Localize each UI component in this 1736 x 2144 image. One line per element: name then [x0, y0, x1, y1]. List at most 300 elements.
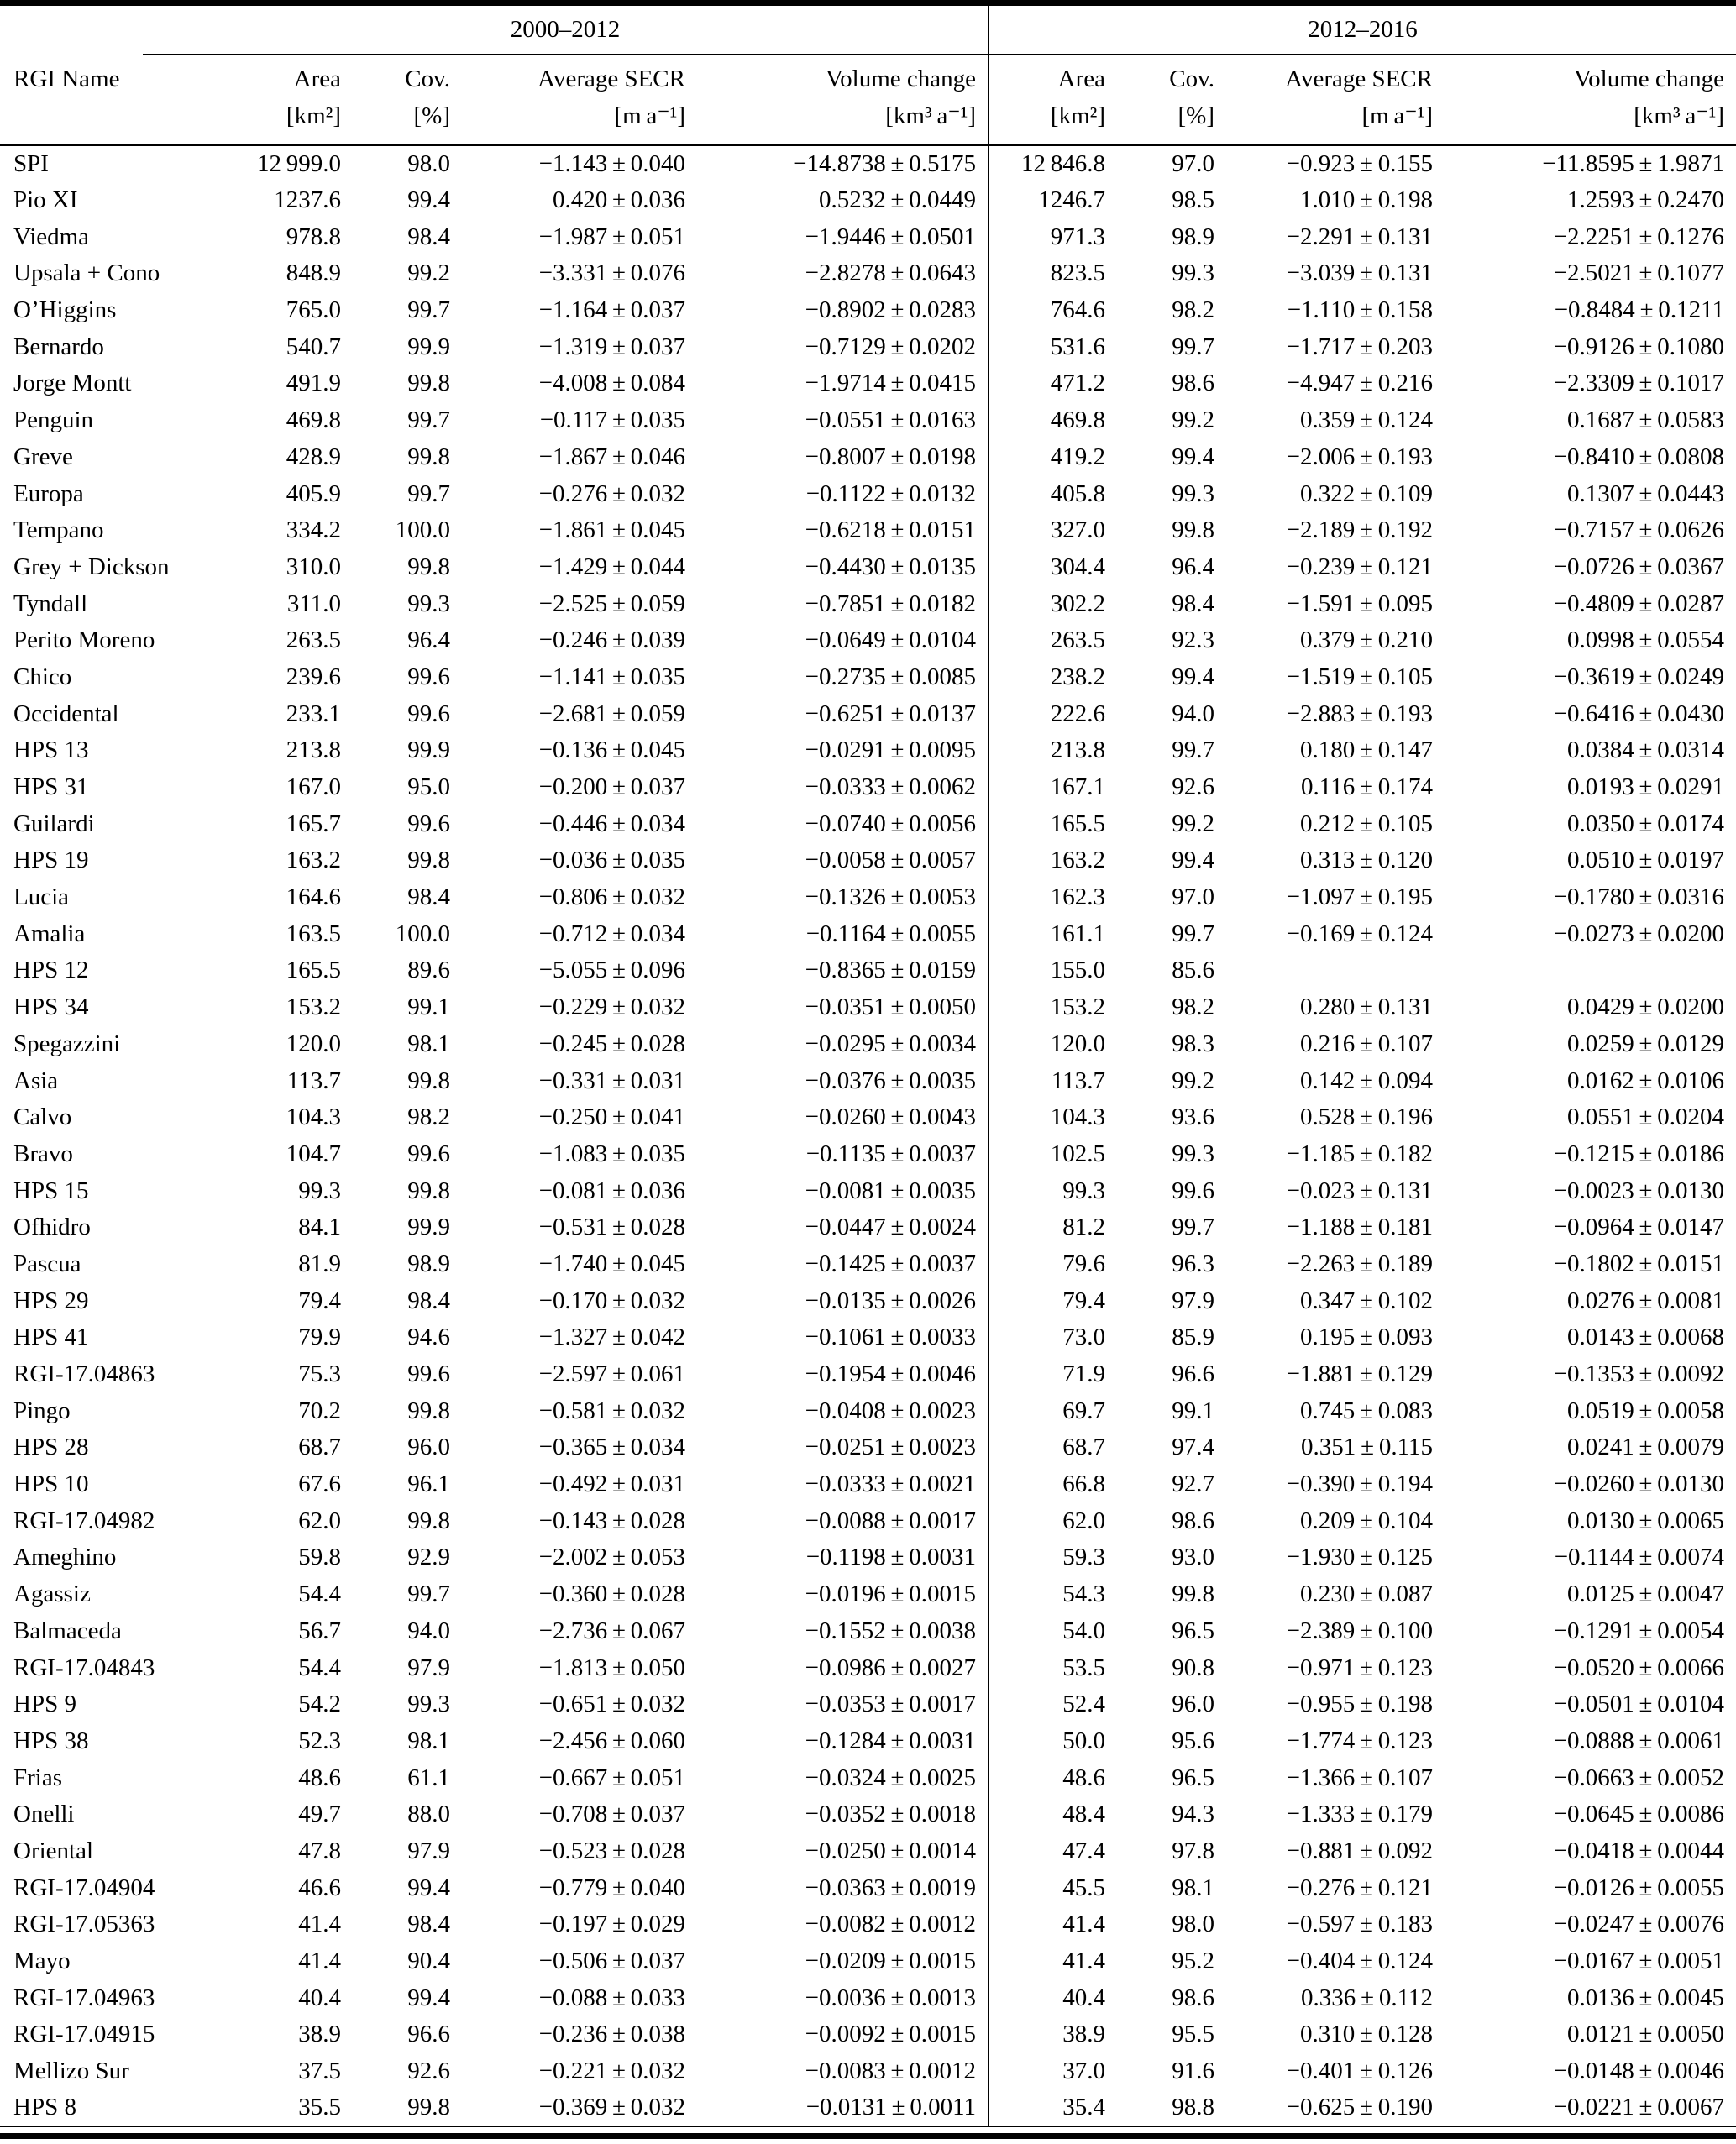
value-cell: −2.525 ± 0.059 [538, 590, 685, 617]
value-cell: −0.0250 ± 0.0014 [805, 1837, 976, 1864]
glacier-name-cell: HPS 13 [13, 737, 89, 764]
col-header-area-p1: Area [km²] [143, 55, 353, 145]
value-cell: −0.0196 ± 0.0015 [805, 1580, 976, 1608]
value-cell: 48.6 [989, 1759, 1117, 1796]
value-cell: 0.0276 ± 0.0081 [1566, 1287, 1724, 1314]
value-cell: 66.8 [989, 1466, 1117, 1503]
value-cell: 0.379 ± 0.210 [1299, 626, 1433, 654]
glacier-name-cell: Lucia [13, 883, 70, 911]
value-cell: 12 846.8 [989, 145, 1117, 182]
value-cell: −0.6251 ± 0.0137 [805, 700, 976, 727]
value-cell: 428.9 [286, 443, 341, 470]
value-cell: −0.9126 ± 0.1080 [1553, 333, 1724, 360]
glacier-name-cell: HPS 12 [13, 957, 89, 984]
table-row [0, 328, 1736, 365]
value-cell: 93.6 [1172, 1103, 1214, 1131]
value-cell: 96.0 [1172, 1691, 1214, 1718]
value-cell: 167.1 [989, 769, 1117, 806]
value-cell: 165.5 [989, 805, 1117, 842]
value-cell: −0.1122 ± 0.0132 [805, 480, 976, 507]
value-cell: −0.0352 ± 0.0018 [805, 1801, 976, 1828]
value-cell: −1.185 ± 0.182 [1286, 1140, 1433, 1167]
bottom-rule-cell [0, 2126, 1736, 2136]
value-cell: 213.8 [989, 732, 1117, 769]
value-cell: −0.0260 ± 0.0130 [1553, 1470, 1724, 1498]
table-row [0, 365, 1736, 402]
glacier-name-cell: Greve [13, 443, 73, 470]
table-row [0, 1466, 1736, 1503]
table-row [0, 1172, 1736, 1209]
value-cell: −0.143 ± 0.028 [538, 1507, 685, 1534]
value-cell: 99.3 [989, 1172, 1117, 1209]
value-cell: −1.143 ± 0.040 [538, 149, 685, 177]
value-cell: 98.9 [1172, 223, 1214, 250]
value-cell: 97.9 [1172, 1287, 1214, 1314]
value-cell: −1.9446 ± 0.0501 [805, 223, 976, 250]
value-cell: 99.7 [1172, 737, 1214, 764]
glacier-name-cell: SPI [13, 149, 49, 177]
value-cell: 38.9 [989, 2016, 1117, 2053]
value-cell: −2.2251 ± 0.1276 [1553, 223, 1724, 250]
table-footer-rules [0, 2126, 1736, 2136]
value-cell: 334.2 [286, 516, 341, 544]
value-cell: −0.531 ± 0.028 [538, 1214, 685, 1241]
value-cell: 155.0 [989, 952, 1117, 989]
value-cell: 88.0 [407, 1801, 450, 1828]
value-cell: −0.779 ± 0.040 [538, 1874, 685, 1901]
value-cell: 54.0 [989, 1613, 1117, 1650]
value-cell: 99.8 [407, 1397, 450, 1424]
table-row [0, 1833, 1736, 1870]
table-row [0, 549, 1736, 586]
value-cell: −3.039 ± 0.131 [1286, 259, 1433, 287]
value-cell: 0.142 ± 0.094 [1299, 1067, 1433, 1094]
value-cell: −0.1954 ± 0.0046 [805, 1360, 976, 1388]
value-cell: 68.7 [989, 1429, 1117, 1466]
col-header-volume-p2: Volume change [km³ a⁻¹] [1445, 55, 1736, 145]
value-cell: 99.3 [1172, 1140, 1214, 1167]
value-cell: −0.625 ± 0.190 [1286, 2094, 1433, 2121]
value-cell: −0.0418 ± 0.0044 [1553, 1837, 1724, 1864]
value-cell: 0.1687 ± 0.0583 [1566, 406, 1724, 434]
value-cell: −2.002 ± 0.053 [538, 1544, 685, 1571]
value-cell: −0.0324 ± 0.0025 [805, 1764, 976, 1791]
value-cell: 0.230 ± 0.087 [1299, 1580, 1433, 1608]
value-cell: −0.1198 ± 0.0031 [805, 1544, 976, 1571]
value-cell: 97.9 [407, 1654, 450, 1681]
value-cell: −0.8410 ± 0.0808 [1553, 443, 1724, 470]
value-cell: 96.3 [1172, 1250, 1214, 1277]
glacier-name-cell: Onelli [13, 1801, 75, 1828]
glacier-name-cell: Occidental [13, 700, 119, 727]
col-header-secr-p2: Average SECR [m a⁻¹] [1226, 55, 1445, 145]
value-cell: 54.4 [298, 1580, 341, 1608]
value-cell: 531.6 [989, 328, 1117, 365]
value-cell: 0.209 ± 0.104 [1299, 1507, 1433, 1534]
value-cell: −0.1144 ± 0.0074 [1554, 1544, 1724, 1571]
value-cell: 153.2 [989, 989, 1117, 1026]
value-cell: 59.3 [989, 1539, 1117, 1576]
value-cell: −0.0088 ± 0.0017 [805, 1507, 976, 1534]
table-row [0, 2053, 1736, 2090]
value-cell: −1.188 ± 0.181 [1286, 1214, 1433, 1241]
value-cell: 1237.6 [274, 186, 341, 214]
table-row [0, 989, 1736, 1026]
value-cell: 98.1 [407, 1727, 450, 1754]
value-cell: 98.1 [1172, 1874, 1214, 1901]
value-cell: −0.117 ± 0.035 [539, 406, 685, 434]
glacier-name-cell: Mellizo Sur [13, 2058, 129, 2085]
value-cell: −0.1284 ± 0.0031 [805, 1727, 976, 1754]
value-cell: 99.7 [1172, 1214, 1214, 1241]
value-cell: 62.0 [298, 1507, 341, 1534]
value-cell: −0.712 ± 0.034 [538, 920, 685, 947]
glacier-name-cell: Amalia [13, 920, 86, 947]
table-row [0, 292, 1736, 329]
value-cell: 98.4 [407, 223, 450, 250]
table-body [0, 145, 1736, 2126]
value-cell: 0.5232 ± 0.0449 [818, 186, 976, 214]
value-cell: 92.3 [1172, 626, 1214, 654]
value-cell: −0.0649 ± 0.0104 [805, 626, 976, 654]
table-row [0, 1723, 1736, 1760]
value-cell: 99.4 [1172, 443, 1214, 470]
value-cell: 848.9 [286, 259, 341, 287]
table-row [0, 1502, 1736, 1539]
table-row [0, 805, 1736, 842]
value-cell: 70.2 [298, 1397, 341, 1424]
value-cell: 95.2 [1172, 1947, 1214, 1975]
table-row [0, 439, 1736, 476]
value-cell: −11.8595 ± 1.9871 [1542, 149, 1724, 177]
value-cell: −2.389 ± 0.100 [1286, 1617, 1433, 1644]
value-cell: −0.6218 ± 0.0151 [805, 516, 976, 544]
value-cell: 419.2 [989, 439, 1117, 476]
value-cell: 59.8 [298, 1544, 341, 1571]
glacier-name-cell: RGI-17.04863 [13, 1360, 155, 1388]
glacier-name-cell: Asia [13, 1067, 59, 1094]
value-cell: −0.4809 ± 0.0287 [1553, 590, 1724, 617]
value-cell: 99.6 [407, 663, 450, 690]
value-cell: 35.5 [298, 2094, 341, 2121]
value-cell: 0.0384 ± 0.0314 [1566, 737, 1724, 764]
value-cell: 99.6 [407, 1360, 450, 1388]
value-cell: −0.0209 ± 0.0015 [805, 1947, 976, 1975]
glacier-name-cell: Perito Moreno [13, 626, 155, 654]
value-cell: 48.4 [989, 1796, 1117, 1833]
value-cell: 41.4 [298, 1947, 341, 1975]
value-cell: 0.0551 ± 0.0204 [1566, 1103, 1724, 1131]
glacier-name-cell: Frias [13, 1764, 62, 1791]
glacier-name-cell: RGI-17.04982 [13, 1507, 155, 1534]
value-cell: −1.164 ± 0.037 [538, 296, 685, 324]
value-cell: 50.0 [989, 1723, 1117, 1760]
value-cell: 96.5 [1172, 1764, 1214, 1791]
value-cell: 91.6 [1172, 2058, 1214, 2085]
table-row [0, 1576, 1736, 1613]
table-row [0, 1062, 1736, 1099]
value-cell: 0.0998 ± 0.0554 [1566, 626, 1724, 654]
glacier-name-cell: HPS 8 [13, 2094, 76, 2121]
value-cell: 38.9 [298, 2021, 341, 2048]
value-cell: −1.429 ± 0.044 [538, 553, 685, 580]
glacier-name-cell: Viedma [13, 223, 90, 250]
value-cell: 238.2 [989, 659, 1117, 696]
glacier-name-cell: Ofhidro [13, 1214, 91, 1241]
table-row [0, 732, 1736, 769]
value-cell: 73.0 [989, 1319, 1117, 1356]
glacier-name-cell: RGI-17.04904 [13, 1874, 155, 1901]
value-cell: −0.221 ± 0.032 [538, 2058, 685, 2085]
value-cell: −1.813 ± 0.050 [538, 1654, 685, 1681]
value-cell: 96.1 [407, 1470, 450, 1498]
value-cell: −0.0082 ± 0.0012 [805, 1911, 976, 1938]
value-cell: 0.0350 ± 0.0174 [1566, 810, 1724, 837]
glacier-name-cell: HPS 29 [13, 1287, 89, 1314]
value-cell: 304.4 [989, 549, 1117, 586]
value-cell: 94.3 [1172, 1801, 1214, 1828]
value-cell: 99.2 [1172, 810, 1214, 837]
period-2-header: 2012–2016 [989, 3, 1736, 55]
value-cell: 96.5 [1172, 1617, 1214, 1644]
value-cell: −0.246 ± 0.039 [538, 626, 685, 654]
value-cell: 164.6 [286, 883, 341, 911]
value-cell: −0.136 ± 0.045 [538, 737, 685, 764]
glacier-name-cell: Tempano [13, 516, 104, 544]
value-cell: −1.740 ± 0.045 [538, 1250, 685, 1277]
value-cell: −3.331 ± 0.076 [538, 259, 685, 287]
table-row [0, 1759, 1736, 1796]
value-cell: −0.2735 ± 0.0085 [805, 663, 976, 690]
value-cell: 99.6 [1172, 1177, 1214, 1204]
glacier-name-cell: Guilardi [13, 810, 95, 837]
value-cell: −0.651 ± 0.032 [538, 1691, 685, 1718]
col-header-secr-p1: Average SECR [m a⁻¹] [462, 55, 697, 145]
value-cell: 98.2 [1172, 993, 1214, 1021]
rgi-name-header: RGI Name [13, 66, 120, 92]
value-cell: −14.8738 ± 0.5175 [793, 149, 976, 177]
value-cell: −0.081 ± 0.036 [538, 1177, 685, 1204]
value-cell: 113.7 [286, 1067, 341, 1094]
period-header-row [0, 3, 1736, 55]
value-cell: −0.036 ± 0.035 [538, 847, 685, 874]
value-cell: −0.0295 ± 0.0034 [805, 1030, 976, 1057]
value-cell: −0.360 ± 0.028 [538, 1580, 685, 1608]
glacier-name-cell: HPS 15 [13, 1177, 89, 1204]
table-row [0, 1429, 1736, 1466]
value-cell: −0.0353 ± 0.0017 [805, 1691, 976, 1718]
glacier-name-cell: HPS 31 [13, 773, 89, 801]
value-cell: 764.6 [989, 292, 1117, 329]
value-cell: −2.883 ± 0.193 [1286, 700, 1433, 727]
table-row [0, 1869, 1736, 1906]
value-cell: −0.0135 ± 0.0026 [805, 1287, 976, 1314]
value-cell: −0.0023 ± 0.0130 [1553, 1177, 1724, 1204]
value-cell: 99.7 [1172, 333, 1214, 360]
value-cell: 98.2 [407, 1103, 450, 1131]
corner-cell [0, 3, 143, 55]
value-cell: 99.3 [1172, 259, 1214, 287]
value-cell: 310.0 [286, 553, 341, 580]
table-row [0, 1356, 1736, 1393]
column-header-row [0, 55, 1736, 145]
value-cell: 84.1 [298, 1214, 341, 1241]
value-cell: 46.6 [298, 1874, 341, 1901]
value-cell: −0.401 ± 0.126 [1286, 2058, 1433, 2085]
row-header-label [0, 55, 143, 145]
col-header-cov-p2: Cov. [%] [1117, 55, 1226, 145]
value-cell: 98.4 [407, 1911, 450, 1938]
value-cell: 469.8 [989, 402, 1117, 439]
value-cell: 161.1 [989, 915, 1117, 952]
glacier-name-cell: HPS 38 [13, 1727, 89, 1754]
table-row [0, 842, 1736, 879]
value-cell: −0.0663 ± 0.0052 [1553, 1764, 1724, 1791]
bottom-double-rule [0, 2126, 1736, 2136]
value-cell: 41.4 [989, 1943, 1117, 1980]
value-cell: 98.8 [1172, 2094, 1214, 2121]
value-cell: −0.0551 ± 0.0163 [805, 406, 976, 434]
value-cell: −0.1552 ± 0.0038 [805, 1617, 976, 1644]
rgi-name-unit-spacer [13, 97, 143, 134]
value-cell: −1.319 ± 0.037 [538, 333, 685, 360]
value-cell: 99.8 [407, 553, 450, 580]
value-cell: −0.8484 ± 0.1211 [1554, 296, 1724, 324]
value-cell: 92.6 [1172, 773, 1214, 801]
value-cell: 0.0136 ± 0.0045 [1566, 1984, 1724, 2011]
value-cell: 98.2 [1172, 296, 1214, 324]
value-cell: 99.4 [1172, 847, 1214, 874]
table-row [0, 1943, 1736, 1980]
glacier-name-cell: Tyndall [13, 590, 88, 617]
value-cell: −0.1425 ± 0.0037 [805, 1250, 976, 1277]
value-cell: −0.200 ± 0.037 [538, 773, 685, 801]
value-cell: −1.333 ± 0.179 [1286, 1801, 1433, 1828]
table-row [0, 659, 1736, 696]
value-cell [1445, 952, 1736, 989]
glacier-name-cell: Bernardo [13, 333, 104, 360]
value-cell: 98.0 [1172, 1911, 1214, 1938]
glacier-name-cell: Agassiz [13, 1580, 91, 1608]
value-cell: 120.0 [286, 1030, 341, 1057]
value-cell: −0.3619 ± 0.0249 [1553, 663, 1724, 690]
table-row [0, 1649, 1736, 1686]
value-cell: 99.8 [407, 2094, 450, 2121]
value-cell: −1.774 ± 0.123 [1286, 1727, 1433, 1754]
value-cell: 35.4 [989, 2089, 1117, 2126]
value-cell: 0.280 ± 0.131 [1299, 993, 1433, 1021]
value-cell: −0.0645 ± 0.0086 [1553, 1801, 1724, 1828]
value-cell: −0.0447 ± 0.0024 [805, 1214, 976, 1241]
value-cell: −0.1291 ± 0.0054 [1553, 1617, 1724, 1644]
value-cell: 97.0 [1172, 883, 1214, 911]
value-cell: 54.4 [298, 1654, 341, 1681]
value-cell: −1.097 ± 0.195 [1286, 883, 1433, 911]
value-cell: 95.6 [1172, 1727, 1214, 1754]
value-cell: −0.446 ± 0.034 [538, 810, 685, 837]
glacier-name-cell: RGI-17.04843 [13, 1654, 155, 1681]
value-cell: 0.322 ± 0.109 [1299, 480, 1433, 507]
value-cell: 0.0125 ± 0.0047 [1566, 1580, 1724, 1608]
value-cell: −0.0167 ± 0.0051 [1553, 1947, 1724, 1975]
value-cell: −0.8365 ± 0.0159 [805, 957, 976, 984]
glacier-name-cell: Pingo [13, 1397, 71, 1424]
value-cell: 99.8 [1172, 1580, 1214, 1608]
table-row [0, 1613, 1736, 1650]
table-row [0, 1246, 1736, 1283]
table-row [0, 1686, 1736, 1723]
value-cell: 81.2 [989, 1209, 1117, 1246]
value-cell: 99.8 [407, 847, 450, 874]
value-cell: −0.0131 ± 0.0011 [805, 2094, 976, 2121]
value-cell: 98.0 [407, 149, 450, 177]
table-header [0, 3, 1736, 146]
value-cell: 54.3 [989, 1576, 1117, 1613]
value-cell: −0.229 ± 0.032 [538, 993, 685, 1021]
value-cell: −0.0363 ± 0.0019 [805, 1874, 976, 1901]
value-cell: −2.189 ± 0.192 [1286, 516, 1433, 544]
value-cell: 79.6 [989, 1246, 1117, 1283]
value-cell: −0.708 ± 0.037 [538, 1801, 685, 1828]
value-cell: −0.1353 ± 0.0092 [1553, 1360, 1724, 1388]
value-cell: 69.7 [989, 1392, 1117, 1429]
value-cell: 98.5 [1172, 186, 1214, 214]
value-cell: 469.8 [286, 406, 341, 434]
value-cell: −0.250 ± 0.041 [538, 1103, 685, 1131]
value-cell: 113.7 [989, 1062, 1117, 1099]
glacier-name-cell: Oriental [13, 1837, 94, 1864]
value-cell: −0.667 ± 0.051 [538, 1764, 685, 1791]
value-cell: 104.3 [989, 1099, 1117, 1136]
value-cell: 99.7 [407, 1580, 450, 1608]
value-cell: −0.0740 ± 0.0056 [805, 810, 976, 837]
value-cell: 0.0429 ± 0.0200 [1566, 993, 1724, 1021]
value-cell: 99.4 [407, 1984, 450, 2011]
value-cell: 0.347 ± 0.102 [1299, 1287, 1433, 1314]
value-cell: 56.7 [298, 1617, 341, 1644]
value-cell: 167.0 [286, 773, 341, 801]
value-cell: 96.6 [407, 2021, 450, 2048]
value-cell: 163.2 [989, 842, 1117, 879]
value-cell: 49.7 [298, 1801, 341, 1828]
table-row [0, 475, 1736, 512]
value-cell: −1.366 ± 0.107 [1286, 1764, 1433, 1791]
value-cell: 0.420 ± 0.036 [552, 186, 685, 214]
value-cell: 99.4 [407, 1874, 450, 1901]
value-cell: 99.9 [407, 737, 450, 764]
value-cell: 97.0 [1172, 149, 1214, 177]
value-cell: 165.5 [286, 957, 341, 984]
value-cell: −1.717 ± 0.203 [1286, 333, 1433, 360]
table-row [0, 512, 1736, 549]
value-cell: 0.313 ± 0.120 [1299, 847, 1433, 874]
table-row [0, 769, 1736, 806]
glacier-name-cell: Chico [13, 663, 72, 690]
value-cell: −0.4430 ± 0.0135 [805, 553, 976, 580]
value-cell: 45.5 [989, 1869, 1117, 1906]
value-cell: 99.2 [407, 259, 450, 287]
value-cell: −1.110 ± 0.158 [1287, 296, 1433, 324]
value-cell: 1246.7 [989, 182, 1117, 219]
value-cell: −0.0888 ± 0.0061 [1553, 1727, 1724, 1754]
glacier-name-cell: HPS 10 [13, 1470, 89, 1498]
value-cell: −2.8278 ± 0.0643 [805, 259, 976, 287]
value-cell: −1.083 ± 0.035 [538, 1140, 685, 1167]
value-cell: −0.023 ± 0.131 [1286, 1177, 1433, 1204]
value-cell: −1.881 ± 0.129 [1286, 1360, 1433, 1388]
value-cell: −0.1780 ± 0.0316 [1553, 883, 1724, 911]
glacier-name-cell: Calvo [13, 1103, 72, 1131]
